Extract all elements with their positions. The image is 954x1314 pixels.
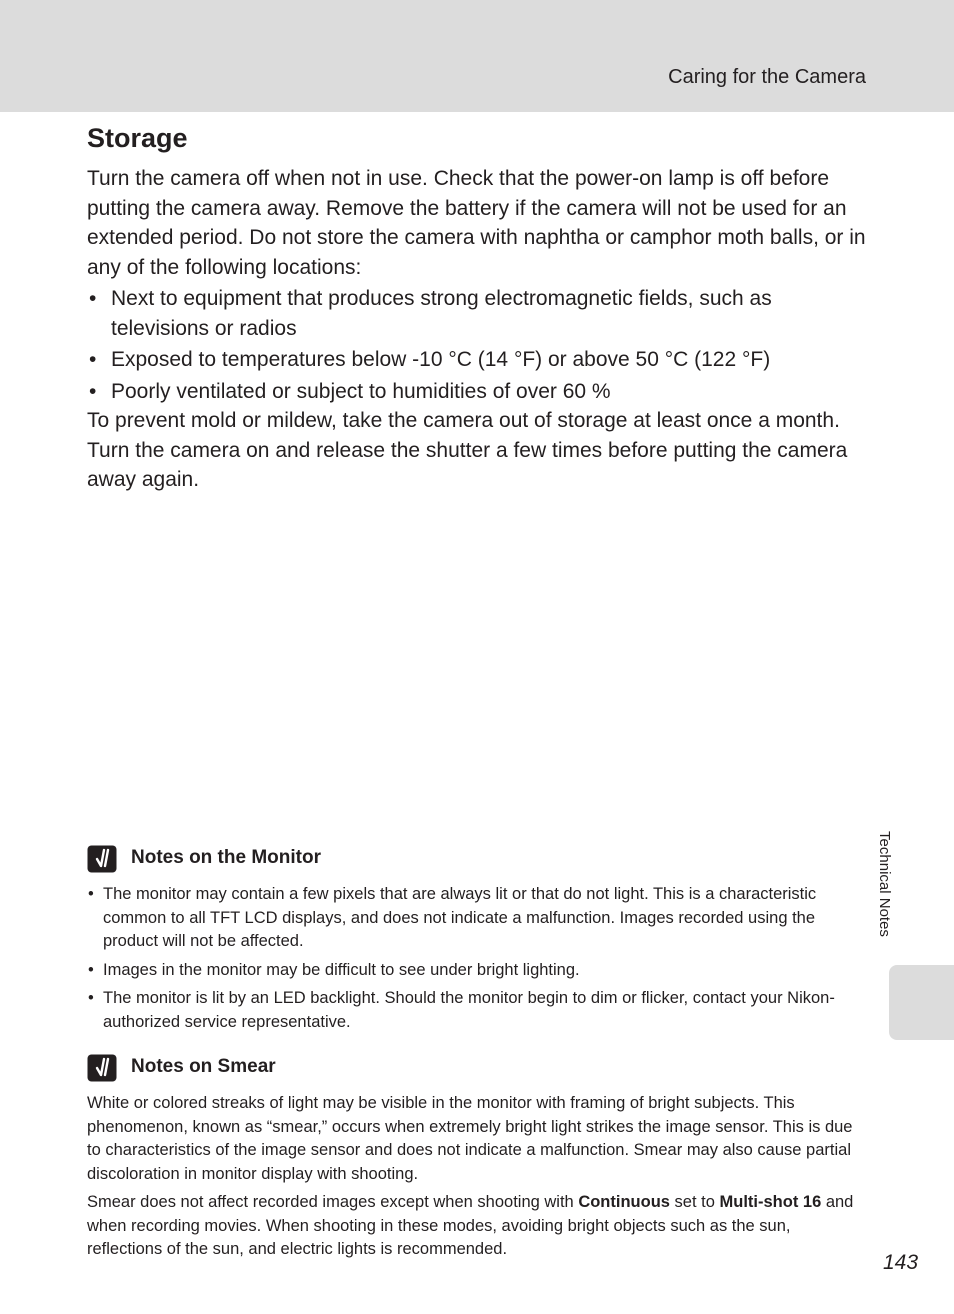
bullet-icon: • <box>88 960 94 979</box>
setting-multi-shot-16: Multi-shot 16 <box>719 1193 822 1211</box>
smear-paragraph-1: White or colored streaks of light may be visible in the monitor with framing of bright subjects. This phenomenon, known as “smear,” occurs when extremely bright light strikes the image sensor. This is due to characteristics of the image sensor and does not indicate a malfunction. Smear may also cause partial discoloration in monitor display with shooting. <box>87 1094 853 1183</box>
bullet-icon: • <box>89 348 97 371</box>
page-number: 143 <box>883 1251 919 1274</box>
list-item: • Images in the monitor may be difficult to see under bright lighting. <box>87 959 867 983</box>
section-title: Storage <box>87 123 188 153</box>
list-item: • Exposed to temperatures below -10 °C (14 °F) or above 50 °C (122 °F) <box>87 345 867 375</box>
running-header: Caring for the Camera <box>668 66 866 88</box>
side-tab-label: Technical Notes <box>876 831 893 937</box>
storage-intro: Turn the camera off when not in use. Check that the power-on lamp is off before putting the camera away. Remove the battery if the camera will not be used for an extended period. Do not store the camera with naphtha or camphor moth balls, or in any of the following locations: <box>87 167 866 279</box>
note-check-icon <box>87 845 117 873</box>
bullet-icon: • <box>89 287 97 310</box>
list-item: • Poorly ventilated or subject to humidities of over 60 % <box>87 377 867 407</box>
header-band <box>0 0 954 112</box>
list-item: • The monitor is lit by an LED backlight. Should the monitor begin to dim or flicker, contact your Nikon-authorized service representative. <box>88 989 835 1031</box>
bullet-icon: • <box>88 885 94 903</box>
notes-monitor-list <box>87 883 867 1039</box>
bullet-icon: • <box>88 989 94 1007</box>
notes-smear-title: Notes on Smear <box>131 1056 276 1077</box>
smear-paragraph-2: Smear does not affect recorded images except when shooting with Continuous set to Multi-shot 16 and when recording movies. When shooting in these modes, avoiding bright objects such as the sun, reflections of the sun, and electric lights is recommended. <box>87 1193 854 1258</box>
list-item: • The monitor may contain a few pixels that are always lit or that do not light. This is a characteristic common to all TFT LCD displays, and does not indicate a malfunction. Images recorded using the product will not be affected. <box>88 885 817 950</box>
bullet-icon: • <box>89 379 97 403</box>
storage-locations-list <box>87 284 867 408</box>
side-tab[interactable] <box>889 965 954 1040</box>
setting-continuous: Continuous <box>578 1193 670 1211</box>
storage-outro: To prevent mold or mildew, take the camera out of storage at least once a month. Turn the camera on and release the shutter a few times before putting the camera away again. <box>87 409 848 491</box>
notes-monitor-title: Notes on the Monitor <box>131 847 321 868</box>
note-check-icon <box>87 1054 117 1082</box>
list-item: • Next to equipment that produces strong electromagnetic fields, such as televisions or radios <box>87 284 867 343</box>
